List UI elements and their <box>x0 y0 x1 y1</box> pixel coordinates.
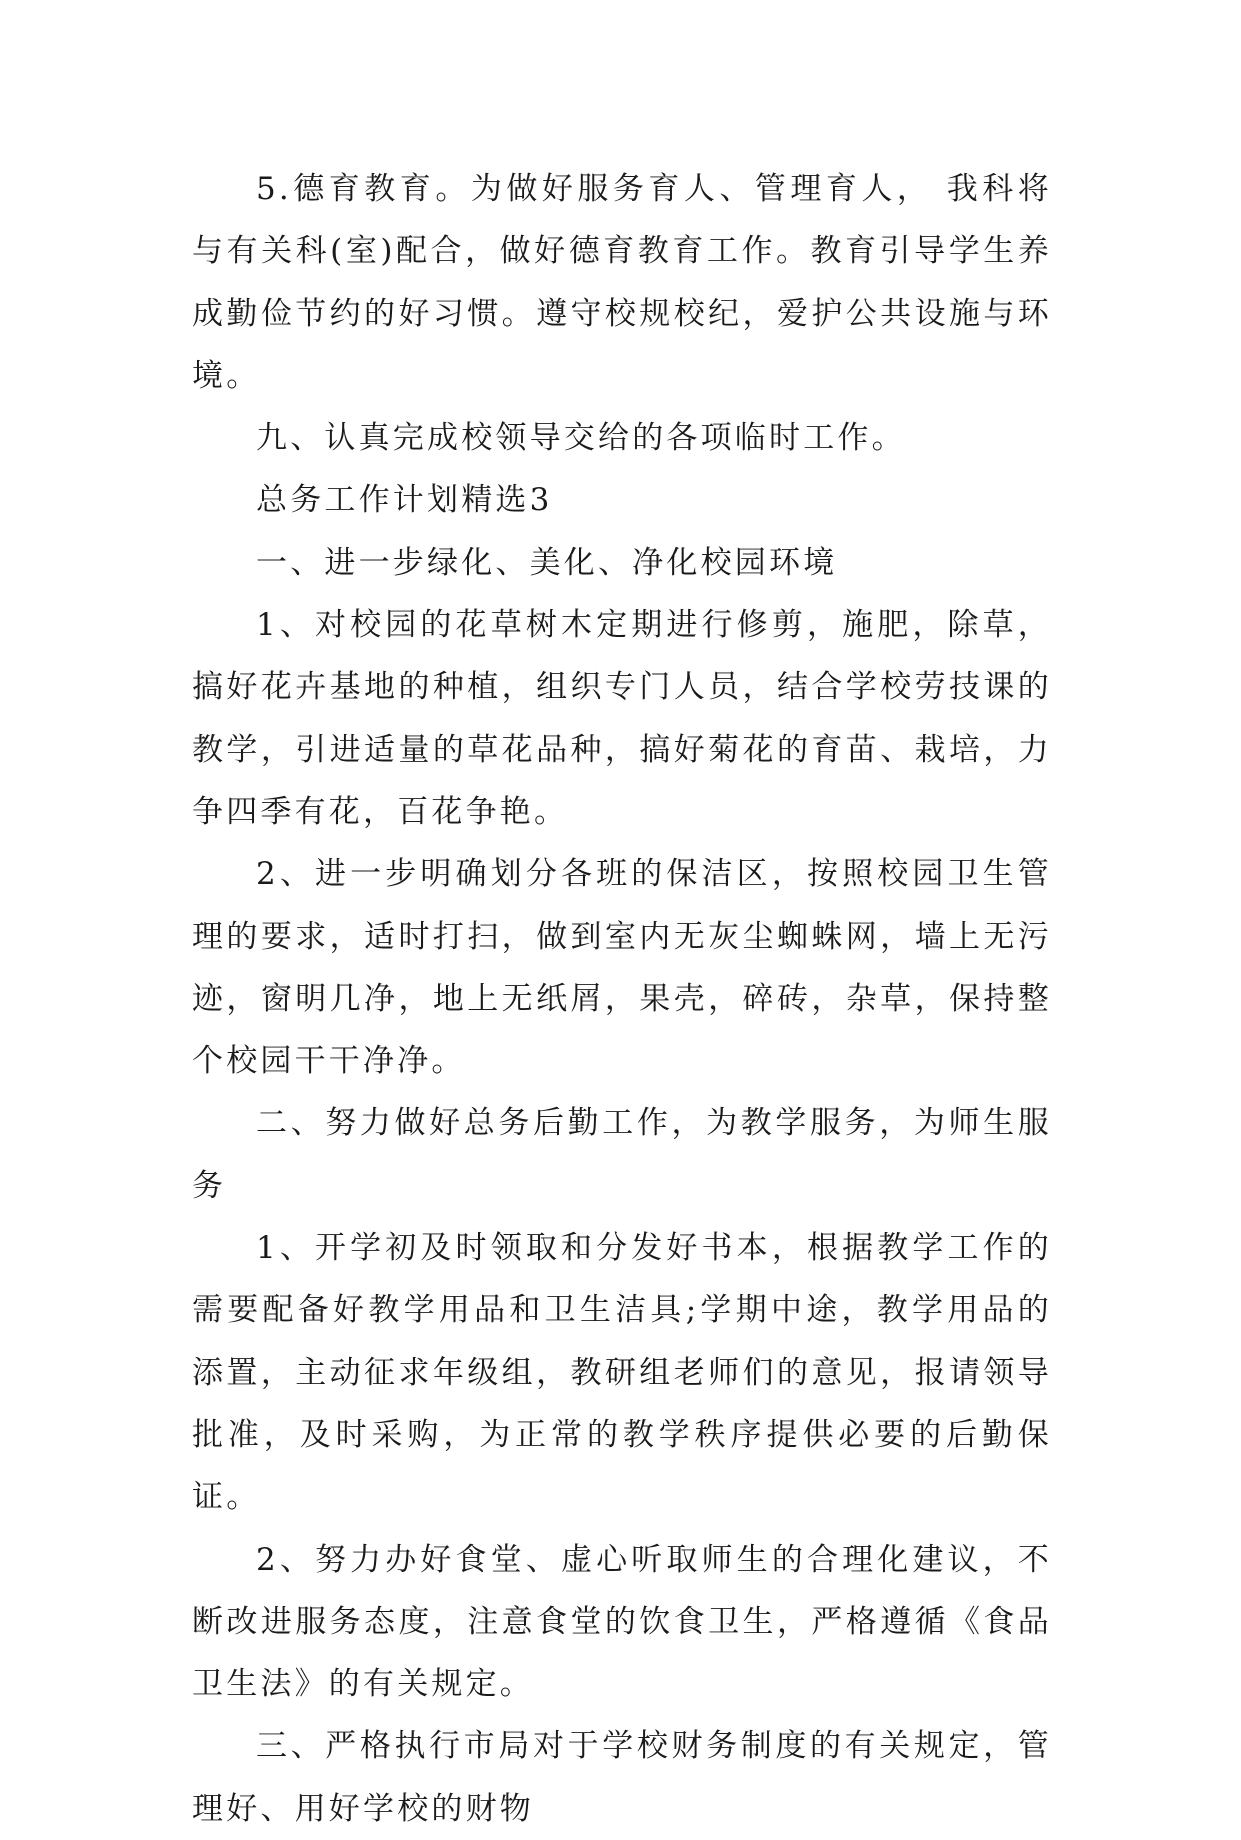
paragraph-item-nine: 九、认真完成校领导交给的各项临时工作。 <box>256 420 906 457</box>
paragraph-greening: 1、对校园的花草树木定期进行修剪，施肥，除草，搞好花卉基地的种植，组织专门人员，结合学校劳技课的教学，引进适量的草花品种，搞好菊花的育苗、栽培，力争四季有花，百花争艳。 <box>192 607 1052 830</box>
paragraph-supplies: 1、开学初及时领取和分发好书本，根据教学工作的需要配备好教学用品和卫生洁具;学期中途，教学用品的添置，主动征求年级组，教研组老师们的意见，报请领导批准，及时采购，为正常的教学秩序提供必要的后勤保证。 <box>192 1230 1052 1516</box>
paragraph-cleaning: 2、进一步明确划分各班的保洁区，按照校园卫生管理的要求，适时打扫，做到室内无灰尘蜘蛛网，墙上无污迹，窗明几净，地上无纸屑，果壳，碎砖，杂草，保持整个校园干干净净。 <box>192 856 1052 1080</box>
section-title: 总务工作计划精选3 <box>256 482 553 519</box>
document-body <box>192 158 1052 1840</box>
paragraph-canteen: 2、努力办好食堂、虚心听取师生的合理化建议，不断改进服务态度，注意食堂的饮食卫生，严格遵循《食品卫生法》的有关规定。 <box>192 1541 1052 1703</box>
heading-finance: 三、严格执行市局对于学校财务制度的有关规定，管理好、用好学校的财物 <box>192 1728 1052 1827</box>
heading-campus-environment: 一、进一步绿化、美化、净化校园环境 <box>256 544 838 581</box>
heading-logistics: 二、努力做好总务后勤工作，为教学服务，为师生服务 <box>192 1105 1052 1204</box>
paragraph-moral-education: 5.德育教育。为做好服务育人、管理育人， 我科将与有关科(室)配合，做好德育教育工作。教育引导学生养成勤俭节约的好习惯。遵守校规校纪，爱护公共设施与环境。 <box>192 171 1052 394</box>
